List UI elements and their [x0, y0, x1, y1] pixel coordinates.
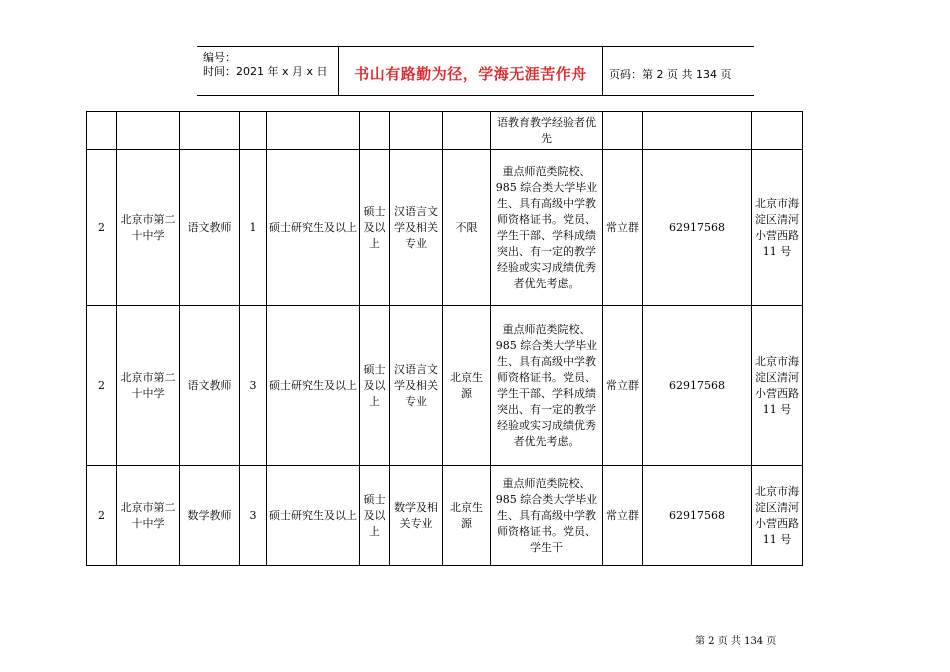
phone-cell: 62917568	[643, 306, 752, 466]
school-cell: 北京市第二十中学	[117, 150, 180, 306]
header-meta	[203, 51, 328, 79]
degree-cell: 硕士及以上	[360, 306, 390, 466]
requirement-cell: 重点师范类院校、985 综合类大学毕业生、具有高级中学教师资格证书。党员、学生干部、学科成绩突出、有一定的教学经验或实习成绩优秀者优先考虑。	[491, 150, 603, 306]
school-cell: 北京市第二十中学	[117, 306, 180, 466]
requirement-cell: 语教育教学经验者优先	[491, 112, 603, 150]
address-cell: 北京市海淀区清河小营西路 11 号	[752, 306, 803, 466]
phone-cell: 62917568	[643, 466, 752, 566]
position-cell: 语文教师	[180, 150, 240, 306]
position-cell: 数学教师	[180, 466, 240, 566]
address-cell: 北京市海淀区清河小营西路 11 号	[752, 150, 803, 306]
source-cell: 不限	[443, 150, 491, 306]
doc-time-label: 时间：2021 年 x 月 x 日	[203, 65, 328, 78]
requirement-cell: 重点师范类院校、985 综合类大学毕业生、具有高级中学教师资格证书。党员、学生干部、学科成绩突出、有一定的教学经验或实习成绩优秀者优先考虑。	[491, 306, 603, 466]
table-row	[87, 150, 803, 306]
degree-cell: 硕士及以上	[360, 150, 390, 306]
education-cell: 硕士研究生及以上	[267, 306, 360, 466]
table-row	[87, 466, 803, 566]
header-divider	[602, 47, 603, 95]
contact-cell: 常立群	[603, 306, 643, 466]
row-number-cell: 2	[87, 306, 117, 466]
page-header	[197, 46, 754, 96]
source-cell: 北京生源	[443, 306, 491, 466]
row-number-cell: 2	[87, 466, 117, 566]
doc-number-label: 编号：	[203, 51, 236, 64]
requirement-cell: 重点师范类院校、985 综合类大学毕业生、具有高级中学教师资格证书。党员、学生干	[491, 466, 603, 566]
education-cell: 硕士研究生及以上	[267, 466, 360, 566]
header-motto: 书山有路勤为径，学海无涯苦作舟	[354, 65, 587, 83]
count-cell: 1	[240, 150, 267, 306]
contact-cell: 常立群	[603, 150, 643, 306]
source-cell: 北京生源	[443, 466, 491, 566]
degree-cell: 硕士及以上	[360, 466, 390, 566]
recruitment-table	[86, 111, 803, 566]
address-cell: 北京市海淀区清河小营西路 11 号	[752, 466, 803, 566]
table-row	[87, 112, 803, 150]
major-cell: 汉语言文学及相关专业	[390, 150, 443, 306]
header-page-label: 页码：第 2 页 共 134 页	[609, 68, 732, 81]
page-footer: 第 2 页 共 134 页	[695, 636, 777, 647]
count-cell: 3	[240, 306, 267, 466]
major-cell: 数学及相关专业	[390, 466, 443, 566]
education-cell: 硕士研究生及以上	[267, 150, 360, 306]
phone-cell: 62917568	[643, 150, 752, 306]
position-cell: 语文教师	[180, 306, 240, 466]
contact-cell: 常立群	[603, 466, 643, 566]
row-number-cell: 2	[87, 150, 117, 306]
count-cell: 3	[240, 466, 267, 566]
table-row	[87, 306, 803, 466]
school-cell: 北京市第二十中学	[117, 466, 180, 566]
major-cell: 汉语言文学及相关专业	[390, 306, 443, 466]
